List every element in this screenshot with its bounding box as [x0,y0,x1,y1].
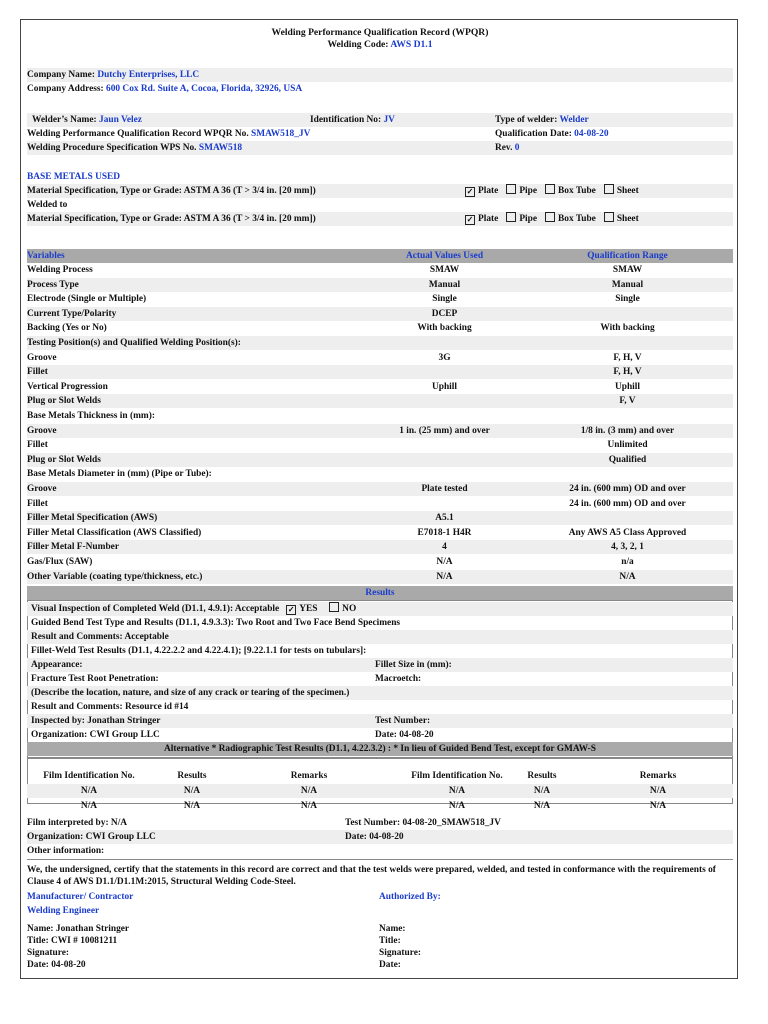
variables-row [27,453,733,467]
welding-engineer-heading: Welding Engineer [27,906,100,916]
qualification-range: Manual [611,279,644,290]
checkbox[interactable] [545,212,555,222]
qualification-range [522,336,733,350]
base-metal-spec-row-1 [27,184,733,198]
engineer-title: Title: CWI # 10081211 [27,936,118,946]
variable-name: Backing (Yes or No) [27,323,107,334]
actual-value: DCEP [431,308,458,319]
qualification-range-col-header: Qualification Range [587,251,668,261]
variable-name: Fillet [27,440,48,451]
authorized-title: Title: [379,936,401,946]
fillet-size-label: Fillet Size in (mm): [375,660,452,670]
actual-value: N/A [436,557,453,567]
engineer-name: Name: Jonathan Stringer [27,924,130,934]
form-option-pipe[interactable] [506,186,537,196]
base-metal-spec-1: Material Specification, Type or Grade: ASTM A 36 (T > 3/4 in. [20 mm]) [27,186,316,196]
qualification-range: 24 in. (600 mm) OD and over [569,484,686,494]
variable-name: Process Type [27,279,79,290]
variable-name: Welding Process [27,265,93,275]
company-address: 600 Cox Rd. Suite A, Cocoa, Florida, 32926, USA [106,84,303,94]
appearance-row [27,658,733,672]
actual-value [367,365,522,379]
actual-value: Manual [428,279,461,290]
inspected-row [27,714,733,728]
variable-name: Base Metals Thickness in (mm): [27,411,155,421]
variables-row [27,394,733,408]
welder-id: JV [383,115,395,125]
variable-name: Current Type/Polarity [27,308,117,319]
qualification-range [522,511,733,525]
form-option-sheet[interactable] [604,214,639,224]
form-option-plate[interactable] [465,186,498,196]
radiographic-cell: N/A [649,801,667,811]
qualification-range: Qualified [608,454,647,465]
variables-row [27,351,733,365]
radiographic-cell: N/A [533,786,551,796]
revision-number: 0 [514,143,520,153]
result-comments-row-1: Result and Comments: Acceptable [27,630,733,644]
macroetch-label: Macroetch: [375,674,422,684]
option-label: Box Tube [558,186,596,196]
actual-value [367,453,522,467]
yes-label: YES [299,604,318,614]
company-address-row: Company Address: 600 Cox Rd. Suite A, Cocoa, Florida, 32926, USA [27,84,303,94]
company-name: Dutchy Enterprises, LLC [97,70,200,80]
organization: Organization: CWI Group LLC [31,730,160,740]
no-label: NO [342,604,357,614]
radiographic-test-number: Test Number: 04-08-20_SMAW518_JV [345,818,501,828]
form-option-sheet[interactable] [604,186,639,196]
certification-statement: We, the undersigned, certify that the statements in this record are correct and that the test welds were prepared, welded, and tested in conformance with the requirements of Clause 4 of AWS D1.1/D1.1M:2015, Structural Welding Code-Steel. [27,865,716,887]
variables-row [27,424,733,438]
fillet-weld-row: Fillet-Weld Test Results (D1.1, 4.22.2.2 and 4.22.4.1); [9.22.1.1 for tests on tubulars]: [31,646,367,656]
authorized-date: Date: [379,960,401,970]
qualification-range: SMAW [612,265,643,275]
signature-headings-row [27,890,733,904]
variables-row [27,497,733,511]
no-checkbox[interactable] [329,602,339,612]
variable-name: Gas/Flux (SAW) [27,557,93,567]
qualification-range: 1/8 in. (3 mm) and over [580,425,675,436]
option-label: Pipe [519,186,538,196]
qualification-range: Unlimited [607,440,648,451]
option-label: Box Tube [558,214,596,224]
option-label: Plate [478,186,499,196]
variable-name: Groove [27,352,57,363]
describe-row: (Describe the location, nature, and size of any crack or tearing of the specimen.) [27,686,733,700]
visual-inspection-row [27,602,733,616]
qualification-range: 24 in. (600 mm) OD and over [569,498,686,509]
appearance-label: Appearance: [31,660,83,670]
option-label: Pipe [519,214,538,224]
actual-value [367,438,522,452]
variable-name: Other Variable (coating type/thickness, etc.) [27,571,203,582]
actual-value: Plate tested [421,484,468,494]
base-metals-heading: BASE METALS USED [27,172,121,182]
variable-name: Groove [27,425,57,436]
welding-code-value: AWS D1.1 [390,39,433,50]
variables-row [27,307,733,321]
checkbox[interactable] [604,212,614,222]
yes-checkbox[interactable]: ✓ [287,605,295,614]
variable-name: Filler Metal Specification (AWS) [27,513,158,524]
results-date: Date: 04-08-20 [375,730,434,740]
qualification-range: Single [615,294,640,305]
qualification-range: Any AWS A5 Class Approved [568,527,687,538]
test-number-label: Test Number: [375,716,431,726]
variable-name: Filler Metal F-Number [27,542,119,553]
radiographic-cell: N/A [80,786,98,796]
qualification-range [522,307,733,321]
variable-name: Plug or Slot Welds [27,454,101,465]
wpqr-form [20,19,738,979]
radiographic-cell: N/A [649,786,667,796]
qualification-range: 4, 3, 2, 1 [611,542,644,553]
manufacturer-heading: Manufacturer/ Contractor [27,892,134,902]
film-interpreted-row [27,816,733,830]
welded-to-row: Welded to [27,200,68,210]
engineer-date: Date: 04-08-20 [27,960,86,970]
welder-type: Welder [559,115,589,125]
variables-row [27,555,733,569]
qualification-range: F, H, V [613,367,642,378]
actual-value: Single [432,294,457,305]
visual-inspection-text: Visual Inspection of Completed Weld (D1.1, 4.9.1): Acceptable [31,604,280,614]
actual-value [367,394,522,408]
checkbox[interactable] [506,212,516,222]
rad-date: Date: 04-08-20 [345,832,404,842]
radiographic-cell: N/A [300,786,318,796]
variables-row [27,263,733,277]
actual-value [367,409,522,423]
actual-value [367,336,522,350]
qualification-range: N/A [619,571,636,582]
form-option-plate[interactable] [465,214,498,224]
option-label: Sheet [616,214,639,224]
radiographic-table-header: Film Identification No. Results Remarks Film Identification No. Results Remarks [43,771,677,781]
variables-row [27,380,733,394]
variable-name: Filler Metal Classification (AWS Classified) [27,527,202,538]
welder-name: Jaun Velez [99,115,142,125]
result-comments-row-2: Result and Comments: Resource id #14 [31,702,189,712]
base-metal-spec-row-2 [27,212,733,226]
form-options-2 [465,212,647,226]
authorized-signature: Signature: [379,948,422,958]
inspected-by: Inspected by: Jonathan Stringer [31,716,161,726]
form-option-box-tube[interactable] [545,186,596,196]
guided-bend-row: Guided Bend Test Type and Results (D1.1, 4.9.3.3): Two Root and Two Face Bend Specimens [31,618,401,628]
actual-value: N/A [436,571,453,582]
form-option-pipe[interactable] [506,214,537,224]
radiographic-cell: N/A [183,786,201,796]
form-option-box-tube[interactable] [545,214,596,224]
variable-name: Fillet [27,367,48,378]
variables-row [27,278,733,292]
radiographic-cell: N/A [448,786,466,796]
variable-name: Plug or Slot Welds [27,396,101,407]
form-options-1 [465,184,647,198]
variables-col-header: Variables [27,251,65,261]
qualification-range: n/a [621,557,634,567]
rad-organization: Organization: CWI Group LLC [27,832,156,842]
authorized-name: Name: [379,924,406,934]
radiographic-row [27,799,733,813]
actual-value: A5.1 [435,513,454,524]
variable-name: Fillet [27,498,48,509]
wps-number: SMAW518 [198,143,243,153]
variables-row [27,321,733,335]
film-interpreted-by: Film interpreted by: N/A [27,818,128,828]
variable-name: Electrode (Single or Multiple) [27,294,147,305]
base-metal-spec-2: Material Specification, Type or Grade: ASTM A 36 (T > 3/4 in. [20 mm]) [27,214,316,224]
variable-name: Testing Position(s) and Qualified Welding Position(s): [27,338,241,348]
option-label: Sheet [616,186,639,196]
checkbox[interactable] [545,184,555,194]
variables-row [27,336,733,350]
fracture-row [27,672,733,686]
checkbox[interactable] [604,184,614,194]
wpqr-number-row: Welding Performance Qualification Record WPQR No. SMAW518_JV Qualification Date: 04-08-20 [27,129,609,139]
welder-name-row: Welder’s Name: Jaun Velez Identification No: JV Type of welder: Welder [27,113,733,127]
variables-row [27,511,733,525]
checkbox[interactable] [506,184,516,194]
radiographic-cell: N/A [80,801,98,811]
variables-row [27,482,733,496]
checkbox[interactable]: ✓ [466,215,474,224]
results-header: Results [27,586,733,600]
qualification-range: With backing [600,323,655,334]
form-title-block [21,27,739,51]
variables-row [27,467,733,481]
radiographic-cell: N/A [183,801,201,811]
other-information-row: Other information: [27,846,105,856]
actual-value: 1 in. (25 mm) and over [399,425,490,436]
variables-row [27,409,733,423]
variables-row [27,292,733,306]
variables-row [27,526,733,540]
rad-organization-row [27,830,733,844]
qualification-range: Uphill [614,381,640,392]
company-name-row: Company Name: Dutchy Enterprises, LLC [27,68,733,82]
qualification-range: F, V [619,396,636,407]
organization-row [27,728,733,742]
actual-value: 4 [442,542,447,553]
radiographic-row [27,784,733,798]
radiographic-cell: N/A [533,801,551,811]
fracture-label: Fracture Test Root Penetration: [31,674,159,684]
actual-value: Uphill [431,381,457,392]
option-label: Plate [478,214,499,224]
radiographic-cell: N/A [448,801,466,811]
actual-value: With backing [417,323,472,334]
variables-header [27,249,733,263]
variables-row [27,570,733,584]
qualification-date: 04-08-20 [574,129,609,139]
qualification-range [522,409,733,423]
variable-name: Vertical Progression [27,381,108,392]
actual-values-col-header: Actual Values Used [405,251,484,261]
radiographic-header: Alternative * Radiographic Test Results (D1.1, 4.22.3.2) : * In lieu of Guided Bend Test, except for GMAW-S [27,742,733,756]
qualification-range [522,467,733,481]
checkbox[interactable]: ✓ [466,187,474,196]
actual-value [367,497,522,511]
welding-code-line: Welding Code: AWS D1.1 [327,39,433,50]
qualification-range: F, H, V [613,352,642,363]
engineer-signature: Signature: [27,948,70,958]
divider [27,859,733,860]
variables-row [27,365,733,379]
variable-name: Groove [27,484,57,494]
variables-row [27,438,733,452]
actual-value: E7018-1 H4R [417,527,472,538]
signature-block-right [379,923,719,971]
variables-row [27,540,733,554]
authorized-by-heading: Authorized By: [379,892,441,902]
actual-value [367,467,522,481]
form-title: Welding Performance Qualification Record (WPQR) [271,27,489,38]
wps-number-row: Welding Procedure Specification WPS No. SMAW518 Rev. 0 [27,141,733,155]
actual-value: 3G [438,352,451,363]
radiographic-cell: N/A [300,801,318,811]
actual-value: SMAW [429,265,460,275]
wpqr-number: SMAW518_JV [251,129,311,139]
variable-name: Base Metals Diameter in (mm) (Pipe or Tube): [27,469,212,480]
